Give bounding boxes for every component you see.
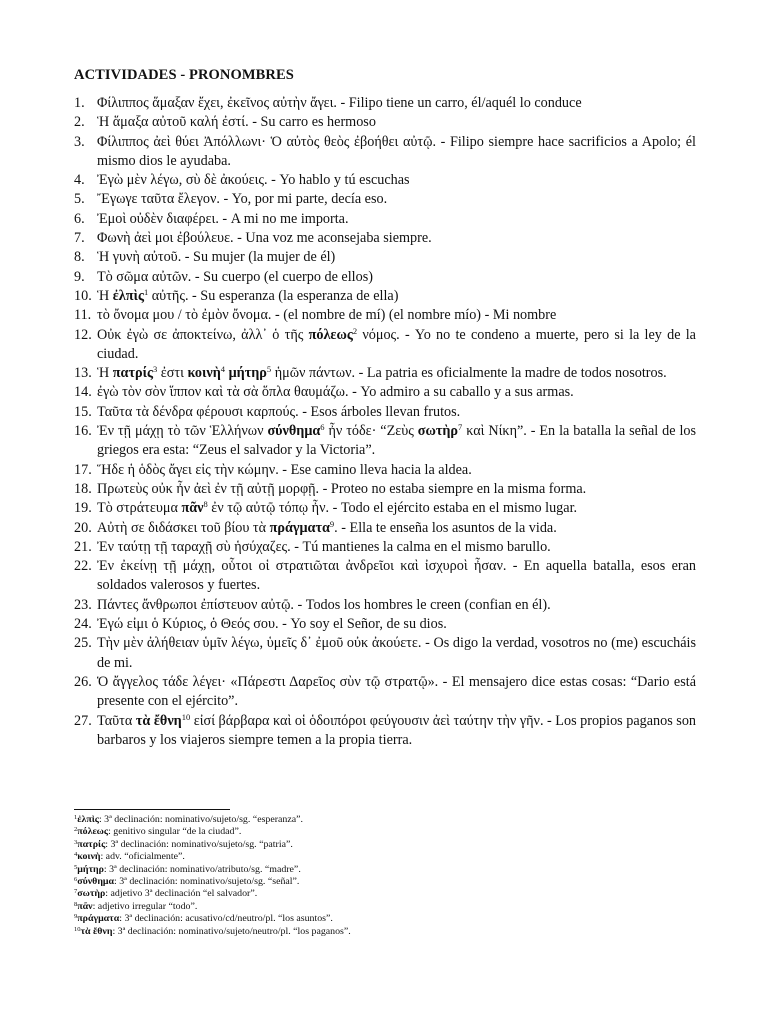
footnote-ref: 6 [320,422,325,433]
bold-term: σωτὴρ [417,423,459,440]
item-number: 27. [74,712,92,729]
item-number: 24. [74,616,92,633]
item-text: Οὐκ ἐγὼ σε ἀποκτείνω, ἀλλ᾽ ὁ τῆς [97,326,309,343]
footnote-number: 9 [74,913,78,921]
exercise-list [74,94,696,750]
footnote-text: : adv. “oficialmente”. [100,851,185,863]
item-number: 11. [74,307,92,324]
item-text: Φωνὴ ἀεὶ μοι ἐβούλευε. - Una voz me aconsejaba siempre. [97,230,432,247]
item-number: 10. [74,287,92,304]
exercise-item [74,268,696,287]
page-title: ACTIVIDADES - PRONOMBRES [74,67,294,83]
footnote-number: 10 [74,925,81,933]
item-text: Ἡ γυνὴ αὐτοῦ. - Su mujer (la mujer de él) [97,249,336,266]
item-number: 4. [74,172,85,189]
footnote-number: 3 [74,838,78,846]
footnote [74,864,696,876]
bold-term: πράγματα [269,519,330,536]
footnote-number: 5 [74,863,78,871]
item-number: 18. [74,480,92,497]
footnote-number: 1 [74,814,78,821]
item-text: νόμος. - Yo no te condeno a muerte, pero si la ley de la ciudad. [97,326,696,362]
footnote-ref: 8 [203,499,208,510]
footnote-text: : 3ª declinación: nominativo/sujeto/neutro/pl. “los paganos”. [112,925,351,937]
footnote [74,851,696,863]
footnote-term: τὰ ἔθνη [80,925,113,937]
item-number: 20. [74,519,92,536]
bold-term: τὰ ἔθνη [135,712,182,729]
item-text: Αὐτὴ σε διδάσκει τοῦ βίου τὰ [97,519,270,536]
bold-term: κοινὴ [187,365,221,382]
footnote [74,926,696,938]
footnote [74,888,696,900]
exercise-item [74,596,696,615]
item-text: Ἐν ἐκείνῃ τῇ μάχῃ, οὗτοι οἱ στρατιῶται ἀνδρεῖοι καὶ ἰσχυροὶ ἦσαν. - En aquella batalla, esos eran soldados valerosos y fuertes. [97,558,696,594]
item-text: ἐγὼ τὸν σὸν ἵππον καὶ τὰ σὰ ὅπλα θαυμάζω. - Yo admiro a su caballo y a sus armas. [97,384,574,401]
item-text: Τὸ στράτευμα [97,500,182,517]
item-text: Ἡ [97,365,113,382]
item-text: Ἐγὼ μὲν λέγω, σὺ δὲ ἀκούεις. - Yo hablo y tú escuchas [97,172,410,189]
footnote-ref: 1 [143,286,149,297]
bold-term: πᾶν [181,500,204,517]
item-number: 8. [74,249,85,266]
footnote-term: ἐλπὶς [77,814,99,825]
footnote [74,814,696,826]
bold-term: σύνθημα [267,423,321,440]
footnote-separator [74,809,230,810]
exercise-item [74,326,696,365]
footnote-list [74,814,696,938]
bold-term: πόλεως [308,326,353,343]
footnote [74,839,696,851]
footnote-term: κοινὴ [77,851,101,863]
footnote-term: πόλεως [77,826,109,838]
footnote-number: 8 [74,900,78,908]
item-text: Ἡ ἅμαξα αὐτοῦ καλή ἐστί. - Su carro es hermoso [97,114,376,131]
exercise-item [74,519,696,538]
footnote-number: 6 [74,876,78,884]
footnote-number: 2 [74,826,78,834]
footnote-ref: 3 [152,364,158,375]
item-text: Ἔγωγε ταῦτα ἔλεγον. - Yo, por mi parte, decía eso. [97,191,388,208]
item-number: 25. [74,635,92,652]
footnote-ref: 10 [181,711,191,722]
bold-term: ἐλπὶς [112,287,144,304]
footnote-text: : genitivo singular “de la ciudad”. [108,826,242,838]
exercise-item [74,634,696,673]
item-number: 23. [74,596,92,613]
item-text: τὸ ὄνομα μου / τὸ ἐμὸν ὄνομα. - (el nombre de mí) (el nombre mío) - Mi nombre [97,307,557,324]
exercise-item [74,403,696,422]
exercise-item [74,210,696,229]
exercise-item [74,190,696,209]
footnote-term: πᾶν [77,900,93,912]
exercise-item [74,94,696,113]
item-text: Ὁ ἄγγελος τάδε λέγει· «Πάρεστι Δαρεῖος σὺν τῷ στρατῷ». - El mensajero dice estas cosas: “Dario está presente con el ejército”. [97,673,696,710]
exercise-item [74,538,696,557]
footnote [74,876,696,888]
item-text: ἦν τόδε· “Ζεὺς [324,423,418,440]
exercise-item [74,364,696,383]
item-text: Ἥδε ἡ ὁδὸς ἄγει εἰς τὴν κώμην. - Ese camino lleva hacia la aldea. [97,461,472,478]
footnote-term: πράγματα [77,913,120,925]
footnote-ref: 5 [266,364,272,375]
item-text: Ἐν ταύτῃ τῇ ταραχῇ σὺ ἡσύχαζες. - Tú mantienes la calma en el mismo barullo. [97,538,551,555]
footnote-text: : 3ª declinación: nominativo/sujeto/sg. “señal”. [114,876,300,888]
footnote-text: : 3ª declinación: acusativo/cd/neutro/pl. “los asuntos”. [119,913,333,925]
item-text: Φίλιππος ἅμαξαν ἔχει, ἐκεῖνος αὐτὴν ἄγει. - Filipo tiene un carro, él/aquél lo conduce [97,95,582,111]
item-number: 21. [74,538,92,555]
exercise-item [74,133,696,172]
exercise-item [74,499,696,518]
exercise-item [74,171,696,190]
exercise-item [74,557,696,596]
item-text: ἐστι [157,365,188,382]
exercise-item [74,113,696,132]
item-number: 5. [74,191,85,208]
footnote [74,826,696,838]
exercise-item [74,383,696,402]
exercise-item [74,480,696,499]
exercise-item [74,229,696,248]
footnote-ref: 2 [352,325,358,336]
footnote-number: 7 [74,888,78,896]
item-number: 19. [74,500,92,517]
item-text: Ἐγώ εἰμι ὁ Κύριος, ὁ Θεός σου. - Yo soy el Señor, de su dios. [97,616,447,633]
item-number: 9. [74,268,85,285]
footnote-text: : 3ª declinación: nominativo/sujeto/sg. “esperanza”. [98,814,303,825]
item-number: 15. [74,403,92,420]
footnote-term: σύνθημα [77,876,115,888]
item-number: 6. [74,210,85,227]
item-text: Φίλιππος ἀεὶ θύει Ἀπόλλωνι· Ὁ αὐτὸς θεὸς ἐβοήθει αὐτῷ. - Filipo siempre hace sacrificios a Apolo; él mismo dios le ayudaba. [97,133,696,169]
item-text: . - Ella te enseña los asuntos de la vida. [334,519,557,536]
exercise-item [74,461,696,480]
item-text: Ἡ [97,287,113,304]
item-number: 26. [74,673,92,690]
exercise-item [74,712,696,751]
footnote-term: πατρίς [77,838,106,850]
item-number: 3. [74,133,85,150]
item-text: Ἐν τῇ μάχῃ τὸ τῶν Ἑλλήνων [97,423,268,440]
exercise-item [74,306,696,325]
exercise-item [74,422,696,461]
item-text: Ταῦτα τὰ δένδρα φέρουσι καρπούς. - Esos árboles llevan frutos. [97,403,461,420]
footnote-number: 4 [74,851,78,859]
footnote-text: : adjetivo irregular “todo”. [92,900,198,912]
footnote-text: : 3ª declinación: nominativo/sujeto/sg. “patria”. [105,838,293,850]
footnote [74,901,696,913]
footnote-text: : 3ª declinación: nominativo/atributo/sg. “madre”. [103,863,301,875]
item-number: 17. [74,461,92,478]
footnote-ref: 4 [220,364,226,375]
item-text: Πρωτεὺς οὐκ ἦν ἀεὶ ἐν τῇ αὐτῇ μορφῇ. - Proteo no estaba siempre en la misma forma. [97,480,587,497]
exercise-item [74,248,696,267]
item-text: Τὴν μὲν ἀλήθειαν ὑμῖν λέγω, ὑμεῖς δ᾽ ἐμοῦ οὐκ ἀκούετε. - Os digo la verdad, vosotros no (me) escucháis de mi. [97,635,696,671]
item-text: ἐν τῷ αὐτῷ τόπῳ ἦν. - Todo el ejército estaba en el mismo lugar. [207,500,578,517]
item-text: εἰσί βάρβαρα καὶ οἱ ὁδοιπόροι φεύγουσιν ἀεὶ ταύτην τὴν γῆν. - Los propios paganos son barbaros y los viajeros siempre temen a la propia tierra. [97,712,697,748]
item-text: Πάντες ἄνθρωποι ἐπίστευον αὐτῷ. - Todos los hombres le creen (confian en él). [97,596,551,613]
exercise-item [74,615,696,634]
item-text: καὶ Νίκη”. - En la batalla la señal de los griegos era esta: “Zeus el salvador y la Victoria”. [97,423,696,459]
item-number: 22. [74,558,92,575]
item-text: αὐτῆς. - Su esperanza (la esperanza de ella) [148,287,399,304]
bold-term: μήτηρ [228,365,267,382]
item-number: 16. [74,423,92,440]
item-number: 7. [74,230,85,247]
footnote-ref: 7 [458,422,463,433]
item-text: Τὸ σῶμα αὐτῶν. - Su cuerpo (el cuerpo de ellos) [97,268,373,285]
bold-term: πατρίς [112,365,153,382]
footnote-text: : adjetivo 3ª declinación “el salvador”. [105,888,258,900]
footnote-term: μήτηρ [77,863,104,875]
item-number: 2. [74,114,85,131]
item-text: Ἐμοὶ οὐδὲν διαφέρει. - A mi no me importa. [97,210,349,227]
exercise-item [74,673,696,712]
item-number: 14. [74,384,92,401]
footnote-ref: 9 [329,518,335,529]
footnote-term: σωτὴρ [77,888,106,900]
item-number: 13. [74,365,92,382]
item-number: 1. [74,95,85,111]
item-number: 12. [74,326,92,343]
item-text: Ταῦτα [97,712,136,729]
footnote [74,913,696,925]
item-text: ἡμῶν πάντων. - La patria es oficialmente la madre de todos nosotros. [271,365,667,382]
exercise-item [74,287,696,306]
